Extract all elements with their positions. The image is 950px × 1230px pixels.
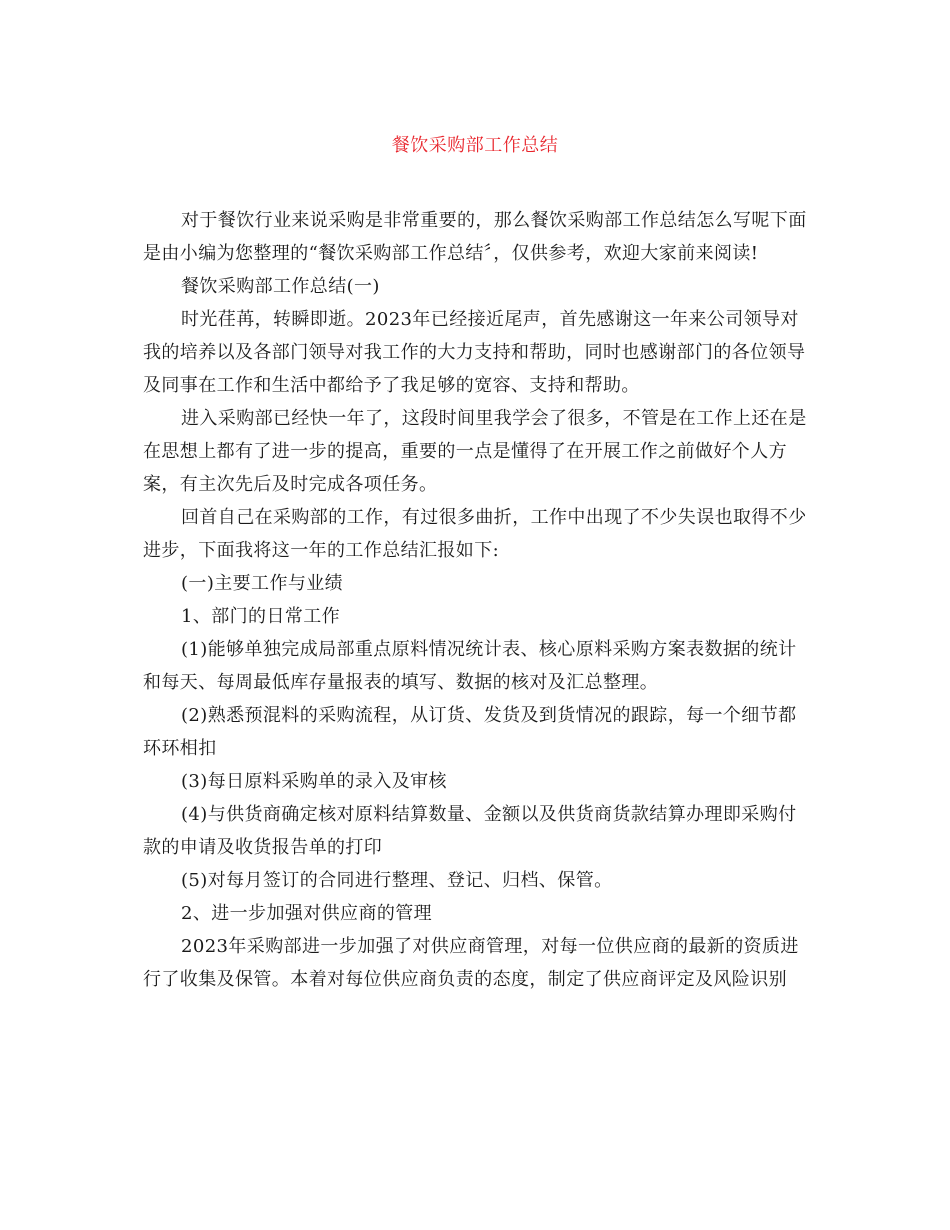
paragraph-subheading: (一)主要工作与业绩: [181, 573, 344, 594]
list-item: (5)对每月签订的合同进行整理、登记、归档、保管。: [181, 870, 613, 891]
paragraph: 进入采购部已经快一年了，这段时间里我学会了很多，不管是在工作上还在是在思想上都有了进一步的提高，重要的一点是懂得了在开展工作之前做好个人方案，有主次先后及时完成各项任务。: [143, 408, 807, 495]
paragraph-subheading: 2、进一步加强对供应商的管理: [181, 903, 433, 924]
list-item: (2)熟悉预混料的采购流程，从订货、发货及到货情况的跟踪，每一个细节都环环相扣: [143, 705, 797, 759]
paragraph: 2023年采购部进一步加强了对供应商管理，对每一位供应商的最新的资质进行了收集及保管。本着对每位供应商负责的态度，制定了供应商评定及风险识别: [143, 936, 799, 990]
list-item: (1)能够单独完成局部重点原料情况统计表、核心原料采购方案表数据的统计和每天、每周最低库存量报表的填写、数据的核对及汇总整理。: [143, 639, 797, 693]
paragraph-intro: 对于餐饮行业来说采购是非常重要的，那么餐饮采购部工作总结怎么写呢下面是由小编为您整理的“餐饮采购部工作总结〞，仅供参考，欢迎大家前来阅读!: [143, 210, 807, 264]
document-title: 餐饮采购部工作总结: [391, 135, 559, 156]
list-item: (3)每日原料采购单的录入及审核: [181, 771, 447, 792]
paragraph: 回首自己在采购部的工作，有过很多曲折，工作中出现了不少失误也取得不少进步，下面我将这一年的工作总结汇报如下:: [143, 507, 807, 561]
paragraph-section-heading: 餐饮采购部工作总结(一): [181, 276, 380, 297]
paragraph: 时光荏苒，转瞬即逝。2023年已经接近尾声，首先感谢这一年来公司领导对我的培养以及各部门领导对我工作的大力支持和帮助，同时也感谢部门的各位领导及同事在工作和生活中都给予了我足够的宽容、支持和帮助。: [143, 309, 806, 396]
paragraph-subheading: 1、部门的日常工作: [181, 606, 341, 627]
list-item: (4)与供货商确定核对原料结算数量、金额以及供货商货款结算办理即采购付款的申请及收货报告单的打印: [143, 804, 797, 858]
document-body: [143, 204, 807, 996]
